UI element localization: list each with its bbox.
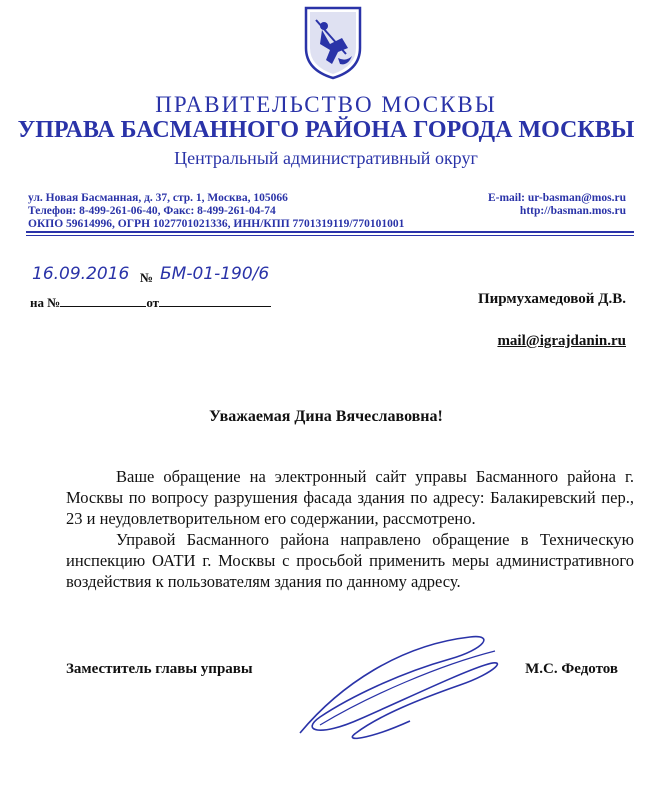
street-address: ул. Новая Басманная, д. 37, стр. 1, Москва, 105066	[28, 192, 288, 204]
reference-date-blank	[159, 294, 271, 307]
recipient-email: mail@igrajdanin.ru	[497, 333, 626, 349]
government-title: ПРАВИТЕЛЬСТВО МОСКВЫ	[155, 92, 497, 117]
org-website: http://basman.mos.ru	[519, 205, 626, 217]
registration-codes: ОКПО 59614996, ОГРН 1027701021336, ИНН/КПП 7701319119/770101001	[28, 218, 405, 230]
reference-line	[30, 294, 271, 311]
header-divider-thin	[26, 235, 634, 236]
district-subtitle: Центральный административный округ	[174, 148, 478, 168]
organization-title: УПРАВА БАСМАННОГО РАЙОНА ГОРОДА МОСКВЫ	[17, 117, 635, 143]
letter-body	[66, 466, 634, 592]
org-email: E-mail: ur-basman@mos.ru	[487, 192, 626, 204]
reference-from: от	[146, 295, 160, 310]
phone-fax: Телефон: 8-499-261-06-40, Факс: 8-499-261-04-74	[28, 205, 276, 217]
moscow-coat-of-arms-icon	[302, 4, 364, 80]
reference-prefix: на №	[30, 295, 61, 310]
salutation: Уважаемая Дина Вячеславовна!	[209, 408, 443, 425]
body-paragraph: Управой Басманного района направлено обращение в Техническую инспекцию ОАТИ г. Москвы с просьбой применить меры административного воздействия к пользователям здания по данному адресу.	[66, 530, 634, 591]
header-divider	[26, 231, 634, 233]
outgoing-number: БМ-01-190/6	[160, 264, 270, 284]
signatory-name: М.С. Федотов	[525, 661, 618, 677]
handwritten-signature	[280, 615, 520, 755]
outgoing-number-sign: №	[140, 270, 154, 285]
recipient-name: Пирмухамедовой Д.В.	[477, 291, 626, 307]
outgoing-date: 16.09.2016	[32, 264, 130, 284]
signatory-position: Заместитель главы управы	[66, 661, 253, 677]
contact-block	[488, 192, 626, 218]
address-block	[28, 192, 404, 231]
reference-number-blank	[60, 294, 146, 307]
body-paragraph: Ваше обращение на электронный сайт управы Басманного района г. Москвы по вопросу разрушения фасада здания по адресу: Балакиревский пер., 23 и неудовлетворительном его содержании, рассмотрено.	[66, 467, 634, 528]
